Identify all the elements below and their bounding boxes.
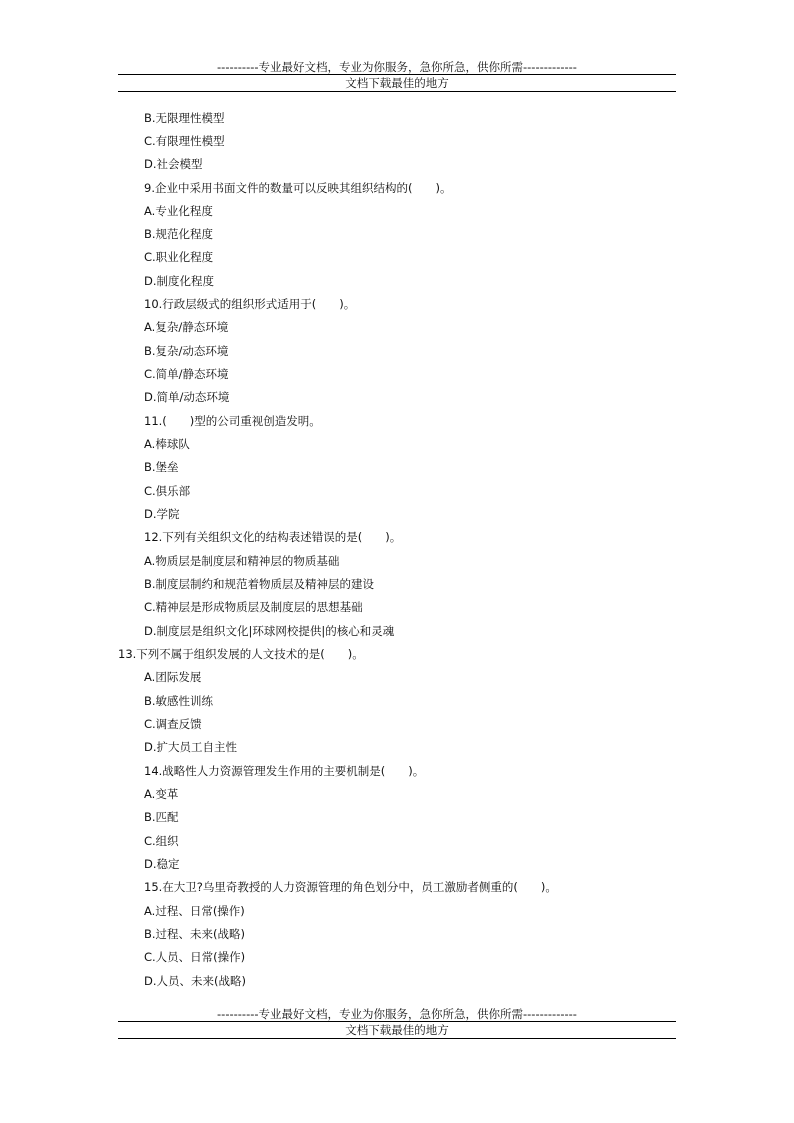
- option-line: A.复杂/静态环境: [144, 320, 229, 334]
- option-line: C.简单/静态环境: [144, 367, 229, 381]
- option-line: C.组织: [144, 834, 179, 848]
- option-line: A.物质层是制度层和精神层的物质基础: [144, 554, 340, 568]
- option-line: C.俱乐部: [144, 484, 191, 498]
- page-footer: [118, 1007, 676, 1039]
- question-line: 11.( )型的公司重视创造发明。: [144, 414, 321, 428]
- option-line: B.过程、未来(战略): [144, 927, 246, 941]
- option-line: A.过程、日常(操作): [144, 904, 245, 918]
- option-line: C.精神层是形成物质层及制度层的思想基础: [144, 600, 363, 614]
- page-header: [118, 60, 676, 92]
- footer-tagline: ----------专业最好文档，专业为你服务，急你所急，供你所需-------------: [217, 1007, 577, 1021]
- question-line: 9.企业中采用书面文件的数量可以反映其组织结构的( )。: [144, 181, 452, 195]
- option-line: D.学院: [144, 507, 180, 521]
- header-rule-bottom: [118, 91, 676, 92]
- option-line: D.社会模型: [144, 157, 203, 171]
- option-line: D.扩大员工自主性: [144, 740, 238, 754]
- option-line: B.复杂/动态环境: [144, 344, 229, 358]
- option-line: B.无限理性模型: [144, 111, 225, 125]
- option-line: A.变革: [144, 787, 179, 801]
- option-line: B.堡垒: [144, 460, 179, 474]
- option-line: D.制度层是组织文化|环球网校提供|的核心和灵魂: [144, 624, 395, 638]
- header-subtitle: 文档下载最佳的地方: [345, 76, 449, 90]
- option-line: A.专业化程度: [144, 204, 213, 218]
- question-line: 12.下列有关组织文化的结构表述错误的是( )。: [144, 530, 402, 544]
- option-line: A.棒球队: [144, 437, 190, 451]
- option-line: D.简单/动态环境: [144, 390, 230, 404]
- option-line: D.稳定: [144, 857, 180, 871]
- question-line: 10.行政层级式的组织形式适用于( )。: [144, 297, 356, 311]
- option-line: A.团际发展: [144, 670, 202, 684]
- question-line: 15.在大卫?乌里奇教授的人力资源管理的角色划分中，员工激励者侧重的( )。: [144, 880, 557, 894]
- option-line: C.调查反馈: [144, 717, 202, 731]
- option-line: D.制度化程度: [144, 274, 215, 288]
- option-line: D.人员、未来(战略): [144, 974, 246, 988]
- option-line: B.敏感性训练: [144, 694, 214, 708]
- footer-subtitle: 文档下载最佳的地方: [345, 1023, 449, 1037]
- footer-rule-bottom: [118, 1038, 676, 1039]
- option-line: B.规范化程度: [144, 227, 214, 241]
- option-line: B.匹配: [144, 810, 179, 824]
- option-line: C.职业化程度: [144, 250, 214, 264]
- option-line: B.制度层制约和规范着物质层及精神层的建设: [144, 577, 375, 591]
- option-line: C.有限理性模型: [144, 134, 225, 148]
- option-line: C.人员、日常(操作): [144, 950, 246, 964]
- question-line: 14.战略性人力资源管理发生作用的主要机制是( )。: [144, 764, 425, 778]
- header-tagline: ----------专业最好文档，专业为你服务，急你所急，供你所需-------------: [217, 60, 577, 74]
- question-line: 13.下列不属于组织发展的人文技术的是( )。: [118, 647, 364, 661]
